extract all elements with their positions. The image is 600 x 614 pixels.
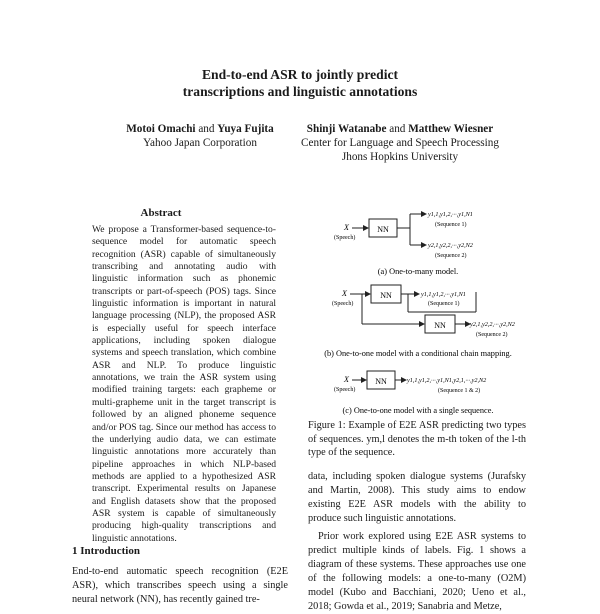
seq1-tokens-a: y1,1,y1,2,···,y1,N1	[428, 211, 473, 218]
diagram-b-conditional-chain	[324, 285, 515, 358]
input-x-b: X	[342, 289, 347, 298]
intro-paragraph: End-to-end automatic speech recognition (E2E ASR), which transcribes speech using a single neural network (NN), has recently gained tre-	[72, 566, 288, 605]
right-column-body	[308, 470, 526, 614]
speech-label-a: (Speech)	[334, 235, 356, 241]
author-and: and	[389, 123, 406, 135]
seq1-label-a: (Sequence 1)	[435, 222, 467, 228]
seq2-tokens-b: y2,1,y2,2,···,y2,N2	[470, 321, 515, 328]
seq2-label-a: (Sequence 2)	[435, 253, 467, 259]
author-omachi: Motoi Omachi	[126, 123, 196, 135]
seq1-label-b: (Sequence 1)	[428, 301, 460, 307]
speech-label-c: (Speech)	[334, 387, 356, 393]
paper-title	[0, 66, 600, 100]
seq-combined-tokens: y1,1,y1,2,···,y1,N1,y2,1,···,y2,N2	[407, 377, 487, 384]
seq2-tokens-a: y2,1,y2,2,···,y2,N2	[428, 242, 473, 249]
nn-label-c: NN	[375, 377, 387, 386]
abstract-heading: Abstract	[140, 207, 182, 219]
seq2-label-b: (Sequence 2)	[476, 332, 508, 338]
speech-label-b: (Speech)	[332, 301, 354, 307]
nn-label-b2: NN	[434, 321, 446, 330]
right-column-paragraph-1: data, including spoken dialogue systems (Jurafsky and Martin, 2008). This study aims to endow existing E2E ASR models with the ability to produce such linguistic annotations.	[308, 471, 526, 524]
diagram-a-one-to-many	[334, 211, 473, 276]
figure-1	[300, 200, 536, 420]
author-wiesner: Matthew Wiesner	[408, 123, 494, 135]
nn-label-a: NN	[377, 225, 389, 234]
affiliation-jhu: Jhons Hopkins University	[341, 151, 459, 163]
affiliation-clsp: Center for Language and Speech Processing	[301, 137, 499, 149]
title-line-1: End-to-end ASR to jointly predict	[201, 67, 399, 82]
diagram-c-single-sequence	[334, 371, 493, 415]
author-fujita: Yuya Fujita	[217, 123, 274, 135]
title-line-2: transcriptions and linguistic annotations	[182, 84, 418, 99]
author-and: and	[198, 123, 215, 135]
seq12-label: (Sequence 1 & 2)	[438, 388, 481, 394]
author-block-left	[100, 122, 300, 150]
section-heading-introduction: 1 Introduction	[72, 545, 140, 557]
caption-a: (a) One-to-many model.	[377, 267, 459, 276]
seq1-tokens-b: y1,1,y1,2,···,y1,N1	[421, 291, 466, 298]
input-x-a: X	[344, 223, 349, 232]
author-watanabe: Shinji Watanabe	[306, 123, 387, 135]
abstract-body	[92, 224, 276, 545]
abstract-text: We propose a Transformer-based sequence-to-sequence model for automatic speech recognition (ASR) capable of simultaneously transcribing and annotating audio with linguistic information such as phonemic transcripts or part-of-speech (POS) tags. Since linguistic information is important in natural language processing (NLP), the proposed ASR is especially useful for speech interface applications, including spoken dialogue systems and speech translation, which combine ASR and NLP. To produce linguistic annotations, we train the ASR system using modified training targets: each grapheme or multi-grapheme unit in the target transcript is followed by an aligned phoneme sequence and/or POS tag. Since our method has access to the underlying audio data, we can estimate linguistic annotations more accurately than pipeline approaches in which NLP-based methods are applied to a hypothesized ASR transcript. Experimental results on Japanese and English datasets show that the proposed ASR system is capable of simultaneously producing high-quality transcriptions and linguistic annotations.	[92, 224, 276, 544]
right-column-paragraph-2: Prior work explored using E2E ASR systems to predict multiple kinds of labels. Fig. 1 shows a diagram of these systems. These approaches use one of the following models: a one-to-many (O2M) model (Kubo and Bacchiani, 2020; Ueno et al., 2018; Gowda et al., 2019; Sanabria and Metze,	[308, 531, 526, 612]
caption-c: (c) One-to-one model with a single sequence.	[342, 406, 494, 415]
input-x-c: X	[344, 375, 349, 384]
caption-b: (b) One-to-one model with a conditional chain mapping.	[324, 349, 512, 358]
affiliation-yahoo: Yahoo Japan Corporation	[143, 137, 257, 149]
author-block-right	[285, 122, 515, 164]
figure-1-caption: Figure 1: Example of E2E ASR predicting two types of sequences. ym,l denotes the m-th token of the l-th type of the sequence.	[308, 420, 526, 458]
nn-label-b1: NN	[380, 291, 392, 300]
